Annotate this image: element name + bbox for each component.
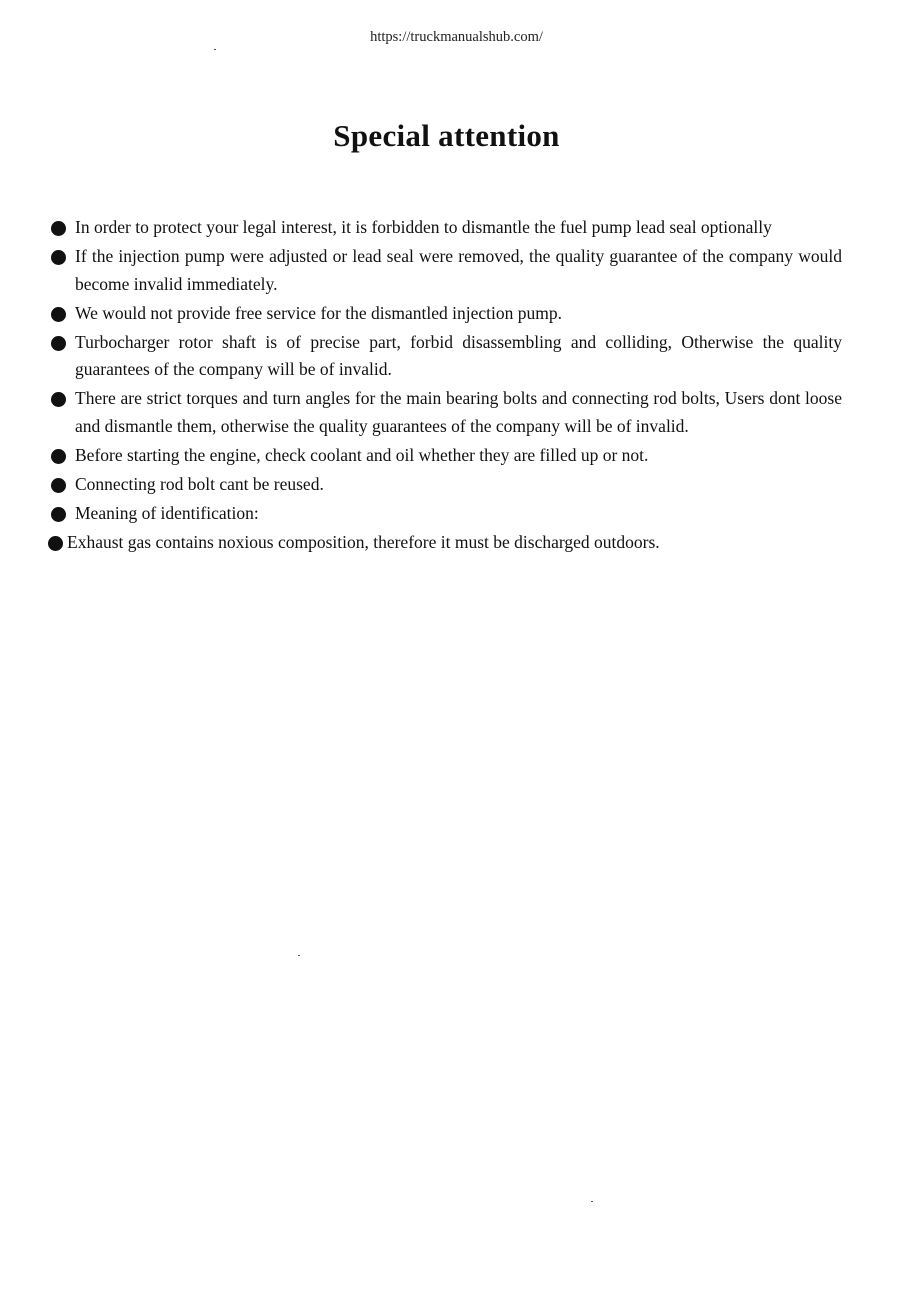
note-text: Exhaust gas contains noxious composition, therefore it must be discharged outdoors. — [67, 531, 660, 552]
note-text: Connecting rod bolt cant be reused. — [75, 473, 324, 494]
attention-list — [50, 214, 842, 558]
bullet-icon — [51, 336, 66, 351]
note-text: We would not provide free service for the dismantled injection pump. — [75, 302, 562, 323]
note-text: Before starting the engine, check coolant and oil whether they are filled up or not. — [75, 444, 649, 465]
list-item — [50, 500, 842, 528]
note-text: Turbocharger rotor shaft is of precise part, forbid disassembling and colliding, Otherwise the quality guarantees of the company will be of invalid. — [75, 331, 842, 379]
list-item — [50, 385, 842, 440]
list-item — [50, 300, 842, 328]
scan-speck — [298, 955, 300, 956]
bullet-icon — [51, 478, 66, 493]
list-item — [50, 243, 842, 298]
list-item — [50, 471, 842, 499]
note-text: Meaning of identification: — [75, 502, 259, 523]
note-text: There are strict torques and turn angles for the main bearing bolts and connecting rod bolts, Users dont loose and dismantle them, otherwise the quality guarantees of the company will be of invalid. — [75, 388, 842, 436]
bullet-icon — [51, 507, 66, 522]
bullet-icon — [51, 449, 66, 464]
list-item — [50, 214, 842, 242]
bullet-icon — [51, 250, 66, 265]
scan-speck — [214, 49, 216, 50]
note-text: In order to protect your legal interest, it is forbidden to dismantle the fuel pump lead seal optionally — [75, 217, 772, 237]
scan-speck — [591, 1201, 593, 1202]
bullet-icon — [48, 536, 63, 551]
list-item — [50, 529, 842, 557]
list-item — [50, 329, 842, 384]
page-title: Special attention — [333, 118, 560, 153]
page-url-header: https://truckmanualshub.com/ — [370, 29, 543, 45]
note-text: If the injection pump were adjusted or lead seal were removed, the quality guarantee of the company would become invalid immediately. — [75, 246, 842, 294]
bullet-icon — [51, 221, 66, 236]
list-item — [50, 442, 842, 470]
bullet-icon — [51, 392, 66, 407]
bullet-icon — [51, 307, 66, 322]
